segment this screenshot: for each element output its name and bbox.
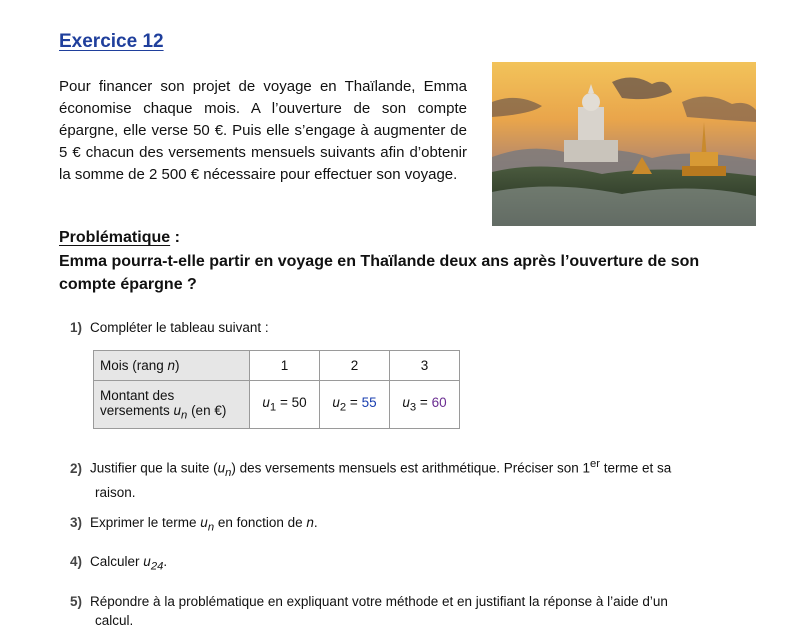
table-header-cell: Mois (rang n) (94, 351, 250, 381)
table-cell: 1 (250, 351, 320, 381)
thailand-temple-photo (492, 62, 756, 226)
table-row (94, 351, 460, 381)
table-cell-answer: $u_2 = 55$ (320, 381, 390, 429)
question-2: 2) Justifier que la suite $(u_n)$ des versements mensuels est arithmétique. Préciser son 1er terme et sa raison. (70, 458, 672, 501)
question-3: 3) Exprimer le terme $u_n$ en fonction de n. (70, 515, 318, 534)
question-5: 5) Répondre à la problématique en expliquant votre méthode et en justifiant la réponse à l’aide d’un calcul. (70, 594, 668, 628)
problematique-text: Emma pourra-t-elle partir en voyage en Thaïlande deux ans après l’ouverture de son compte épargne ? (59, 253, 700, 293)
question-4: 4) Calculer $u_{24}$. (70, 554, 168, 573)
versements-table (93, 350, 460, 429)
table-cell-answer: $u_3 = 60$ (390, 381, 460, 429)
problematique-label: Problématique : (59, 229, 180, 246)
table-header-cell: Montant des versements $u_n$ (en €) (94, 381, 250, 429)
intro-paragraph: Pour financer son projet de voyage en Thaïlande, Emma économise chaque mois. A l’ouverture de son compte épargne, elle verse 50 €. Puis elle s’engage à augmenter de 5 € chacun des versements mensuels suivants afin d’obtenir la somme de 2 500 € nécessaire pour effectuer son voyage. (59, 78, 467, 183)
table-cell: $u_1 = 50$ (250, 381, 320, 429)
table-row (94, 381, 460, 429)
table-cell: 2 (320, 351, 390, 381)
question-1: 1) Compléter le tableau suivant : (70, 320, 269, 335)
exercise-title: Exercice 12 (59, 31, 164, 52)
table-cell: 3 (390, 351, 460, 381)
